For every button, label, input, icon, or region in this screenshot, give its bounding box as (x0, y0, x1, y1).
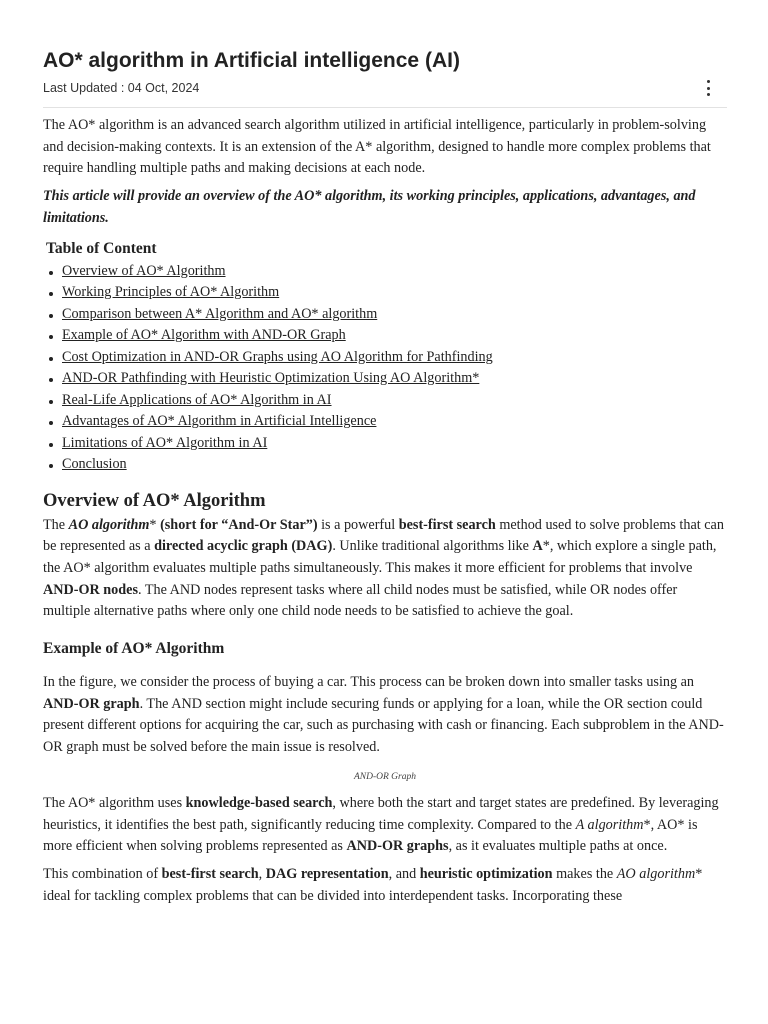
last-updated: Last Updated : 04 Oct, 2024 (43, 81, 200, 95)
toc-item (43, 411, 727, 433)
toc-item (43, 282, 727, 304)
toc-link-example[interactable]: Example of AO* Algorithm with AND-OR Graph (62, 327, 346, 344)
overview-paragraph: The AO algorithm* (short for “And-Or Star”) is a powerful best-first search method used to solve problems that can be represented as a directed acyclic graph (DAG). Unlike traditional algorithms like A*, which explore a single path, the AO* algorithm evaluates multiple paths simultaneously. This makes it more efficient for problems that involve AND-OR nodes. The AND nodes represent tasks where all child nodes must be satisfied, while OR nodes offer multiple alternative paths where only one child node needs to be satisfied to achieve the goal. (43, 516, 724, 620)
toc-item (43, 454, 727, 476)
intro-summary: This article will provide an overview of the AO* algorithm, its working principles, applications, advantages, and limitations. (43, 188, 696, 226)
table-of-contents (43, 261, 727, 476)
toc-link-advantages[interactable]: Advantages of AO* Algorithm in Artificial Intelligence (62, 413, 377, 430)
toc-heading: Table of Content (46, 239, 157, 257)
page-title: AO* algorithm in Artificial intelligence (AI) (43, 49, 460, 72)
toc-link-cost-optimization[interactable]: Cost Optimization in AND-OR Graphs using AO Algorithm for Pathfinding (62, 348, 493, 365)
more-options-icon[interactable] (703, 78, 713, 98)
example-paragraph: In the figure, we consider the process of buying a car. This process can be broken down into smaller tasks using an AND-OR graph. The AND section might include securing funds or applying for a loan, while the OR section could present different options for acquiring the car, such as purchasing with cash or financing. Each subproblem in the AND-OR graph must be solved before the main issue is resolved. (43, 674, 724, 756)
toc-item (43, 325, 727, 347)
toc-item (43, 368, 727, 390)
toc-item (43, 347, 727, 369)
section-heading-overview: Overview of AO* Algorithm (43, 490, 266, 511)
toc-link-comparison[interactable]: Comparison between A* Algorithm and AO* algorithm (62, 305, 378, 322)
article-body (43, 115, 727, 907)
intro-paragraph: The AO* algorithm is an advanced search algorithm utilized in artificial intelligence, particularly in problem-solving and decision-making contexts. It is an extension of the A* algorithm, designed to handle more complex problems that require handling multiple paths and making decisions at each node. (43, 117, 711, 177)
toc-link-pathfinding[interactable]: AND-OR Pathfinding with Heuristic Optimization Using AO Algorithm* (62, 370, 480, 387)
toc-item (43, 304, 727, 326)
toc-link-applications[interactable]: Real-Life Applications of AO* Algorithm in AI (62, 391, 332, 408)
figure-caption: AND-OR Graph (353, 771, 416, 782)
toc-link-working-principles[interactable]: Working Principles of AO* Algorithm (62, 284, 280, 301)
header-divider (43, 107, 727, 108)
toc-item (43, 390, 727, 412)
combination-paragraph: This combination of best-first search, DAG representation, and heuristic optimization makes the AO algorithm* ideal for tackling complex problems that can be divided into interdependent tasks. Incorporating these (43, 865, 703, 904)
section-heading-example: Example of AO* Algorithm (43, 640, 225, 658)
knowledge-paragraph: The AO* algorithm uses knowledge-based search, where both the start and target states are predefined. By leveraging heuristics, it identifies the best path, significantly reducing time complexity. Compared to the A algorithm*, AO* is more efficient when solving problems represented as AND-OR graphs, as it evaluates multiple paths at once. (43, 794, 719, 855)
toc-link-overview[interactable]: Overview of AO* Algorithm (62, 262, 226, 279)
toc-item (43, 433, 727, 455)
toc-link-conclusion[interactable]: Conclusion (62, 456, 127, 473)
toc-link-limitations[interactable]: Limitations of AO* Algorithm in AI (62, 434, 268, 451)
toc-item (43, 261, 727, 283)
